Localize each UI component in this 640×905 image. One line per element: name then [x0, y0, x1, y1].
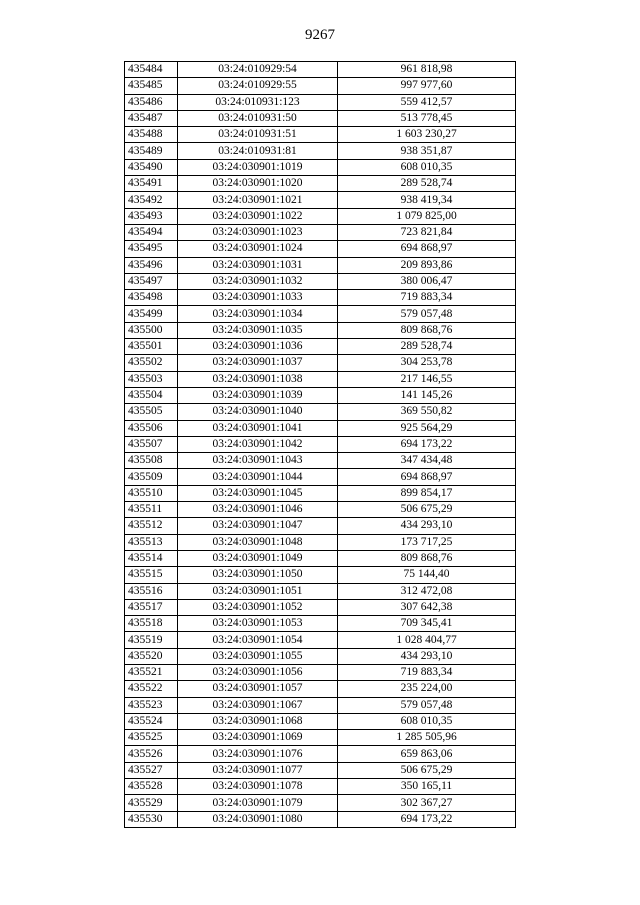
table-row: [125, 730, 516, 746]
table-row: [125, 518, 516, 534]
table-row: [125, 94, 516, 110]
row-number-cell: 435514: [125, 550, 178, 566]
data-table: [124, 61, 516, 828]
cadastral-number-cell: 03:24:030901:1051: [178, 583, 338, 599]
amount-cell: 380 006,47: [338, 273, 516, 289]
table-row: [125, 192, 516, 208]
row-number-cell: 435513: [125, 534, 178, 550]
amount-cell: 350 165,11: [338, 779, 516, 795]
table-row: [125, 436, 516, 452]
cadastral-number-cell: 03:24:030901:1050: [178, 567, 338, 583]
table-row: [125, 583, 516, 599]
cadastral-number-cell: 03:24:030901:1076: [178, 746, 338, 762]
cadastral-number-cell: 03:24:030901:1053: [178, 616, 338, 632]
amount-cell: 141 145,26: [338, 387, 516, 403]
row-number-cell: 435518: [125, 616, 178, 632]
amount-cell: 608 010,35: [338, 713, 516, 729]
row-number-cell: 435506: [125, 420, 178, 436]
amount-cell: 997 977,60: [338, 78, 516, 94]
cadastral-number-cell: 03:24:030901:1052: [178, 599, 338, 615]
cadastral-number-cell: 03:24:010931:50: [178, 110, 338, 126]
row-number-cell: 435524: [125, 713, 178, 729]
table-row: [125, 224, 516, 240]
amount-cell: 925 564,29: [338, 420, 516, 436]
table-row: [125, 485, 516, 501]
amount-cell: 938 419,34: [338, 192, 516, 208]
amount-cell: 173 717,25: [338, 534, 516, 550]
cadastral-number-cell: 03:24:030901:1067: [178, 697, 338, 713]
cadastral-number-cell: 03:24:030901:1019: [178, 159, 338, 175]
amount-cell: 809 868,76: [338, 550, 516, 566]
amount-cell: 1 603 230,27: [338, 127, 516, 143]
cadastral-number-cell: 03:24:030901:1057: [178, 681, 338, 697]
amount-cell: 434 293,10: [338, 518, 516, 534]
amount-cell: 217 146,55: [338, 371, 516, 387]
cadastral-number-cell: 03:24:010929:54: [178, 62, 338, 78]
row-number-cell: 435504: [125, 387, 178, 403]
cadastral-number-cell: 03:24:030901:1041: [178, 420, 338, 436]
cadastral-number-cell: 03:24:030901:1035: [178, 322, 338, 338]
cadastral-number-cell: 03:24:010931:123: [178, 94, 338, 110]
cadastral-number-cell: 03:24:030901:1056: [178, 664, 338, 680]
amount-cell: 506 675,29: [338, 502, 516, 518]
cadastral-number-cell: 03:24:030901:1046: [178, 502, 338, 518]
cadastral-number-cell: 03:24:030901:1079: [178, 795, 338, 811]
cadastral-number-cell: 03:24:030901:1048: [178, 534, 338, 550]
table-row: [125, 127, 516, 143]
row-number-cell: 435486: [125, 94, 178, 110]
row-number-cell: 435511: [125, 502, 178, 518]
table-row: [125, 713, 516, 729]
cadastral-number-cell: 03:24:030901:1021: [178, 192, 338, 208]
amount-cell: 559 412,57: [338, 94, 516, 110]
row-number-cell: 435502: [125, 355, 178, 371]
table-row: [125, 599, 516, 615]
row-number-cell: 435529: [125, 795, 178, 811]
cadastral-number-cell: 03:24:030901:1038: [178, 371, 338, 387]
table-row: [125, 681, 516, 697]
cadastral-number-cell: 03:24:030901:1039: [178, 387, 338, 403]
table-row: [125, 453, 516, 469]
amount-cell: 608 010,35: [338, 159, 516, 175]
table-row: [125, 664, 516, 680]
amount-cell: 694 868,97: [338, 469, 516, 485]
table-row: [125, 208, 516, 224]
row-number-cell: 435485: [125, 78, 178, 94]
table-row: [125, 306, 516, 322]
amount-cell: 579 057,48: [338, 697, 516, 713]
row-number-cell: 435491: [125, 176, 178, 192]
table-row: [125, 567, 516, 583]
amount-cell: 719 883,34: [338, 290, 516, 306]
table-row: [125, 648, 516, 664]
table-row: [125, 795, 516, 811]
table-row: [125, 290, 516, 306]
table-row: [125, 241, 516, 257]
table-row: [125, 143, 516, 159]
table-row: [125, 176, 516, 192]
amount-cell: 694 868,97: [338, 241, 516, 257]
row-number-cell: 435526: [125, 746, 178, 762]
cadastral-number-cell: 03:24:030901:1069: [178, 730, 338, 746]
row-number-cell: 435515: [125, 567, 178, 583]
table-row: [125, 322, 516, 338]
cadastral-number-cell: 03:24:030901:1022: [178, 208, 338, 224]
amount-cell: 961 818,98: [338, 62, 516, 78]
row-number-cell: 435527: [125, 762, 178, 778]
row-number-cell: 435521: [125, 664, 178, 680]
row-number-cell: 435517: [125, 599, 178, 615]
cadastral-number-cell: 03:24:030901:1023: [178, 224, 338, 240]
amount-cell: 302 367,27: [338, 795, 516, 811]
table-row: [125, 746, 516, 762]
amount-cell: 289 528,74: [338, 176, 516, 192]
row-number-cell: 435503: [125, 371, 178, 387]
cadastral-number-cell: 03:24:030901:1042: [178, 436, 338, 452]
amount-cell: 579 057,48: [338, 306, 516, 322]
table-body: [125, 62, 516, 828]
cadastral-number-cell: 03:24:030901:1043: [178, 453, 338, 469]
row-number-cell: 435505: [125, 404, 178, 420]
amount-cell: 506 675,29: [338, 762, 516, 778]
row-number-cell: 435507: [125, 436, 178, 452]
cadastral-number-cell: 03:24:010929:55: [178, 78, 338, 94]
row-number-cell: 435509: [125, 469, 178, 485]
row-number-cell: 435499: [125, 306, 178, 322]
page-number: 9267: [305, 27, 335, 43]
table-row: [125, 110, 516, 126]
table-row: [125, 697, 516, 713]
cadastral-number-cell: 03:24:030901:1045: [178, 485, 338, 501]
amount-cell: 304 253,78: [338, 355, 516, 371]
row-number-cell: 435494: [125, 224, 178, 240]
table-row: [125, 387, 516, 403]
amount-cell: 809 868,76: [338, 322, 516, 338]
amount-cell: 235 224,00: [338, 681, 516, 697]
row-number-cell: 435488: [125, 127, 178, 143]
table-row: [125, 811, 516, 827]
cadastral-number-cell: 03:24:030901:1054: [178, 632, 338, 648]
amount-cell: 312 472,08: [338, 583, 516, 599]
row-number-cell: 435500: [125, 322, 178, 338]
cadastral-number-cell: 03:24:030901:1031: [178, 257, 338, 273]
row-number-cell: 435523: [125, 697, 178, 713]
amount-cell: 513 778,45: [338, 110, 516, 126]
table-row: [125, 371, 516, 387]
table-row: [125, 78, 516, 94]
table-row: [125, 632, 516, 648]
amount-cell: 659 863,06: [338, 746, 516, 762]
row-number-cell: 435510: [125, 485, 178, 501]
cadastral-number-cell: 03:24:030901:1024: [178, 241, 338, 257]
row-number-cell: 435512: [125, 518, 178, 534]
table-row: [125, 550, 516, 566]
cadastral-number-cell: 03:24:030901:1020: [178, 176, 338, 192]
amount-cell: 709 345,41: [338, 616, 516, 632]
table-row: [125, 616, 516, 632]
amount-cell: 1 079 825,00: [338, 208, 516, 224]
amount-cell: 899 854,17: [338, 485, 516, 501]
cadastral-number-cell: 03:24:030901:1037: [178, 355, 338, 371]
amount-cell: 347 434,48: [338, 453, 516, 469]
amount-cell: 938 351,87: [338, 143, 516, 159]
amount-cell: 694 173,22: [338, 811, 516, 827]
amount-cell: 723 821,84: [338, 224, 516, 240]
table-row: [125, 420, 516, 436]
row-number-cell: 435487: [125, 110, 178, 126]
amount-cell: 75 144,40: [338, 567, 516, 583]
cadastral-number-cell: 03:24:030901:1077: [178, 762, 338, 778]
cadastral-number-cell: 03:24:030901:1033: [178, 290, 338, 306]
cadastral-number-cell: 03:24:030901:1047: [178, 518, 338, 534]
row-number-cell: 435508: [125, 453, 178, 469]
table-row: [125, 779, 516, 795]
amount-cell: 209 893,86: [338, 257, 516, 273]
cadastral-number-cell: 03:24:010931:81: [178, 143, 338, 159]
cadastral-number-cell: 03:24:030901:1049: [178, 550, 338, 566]
table-row: [125, 159, 516, 175]
cadastral-number-cell: 03:24:030901:1034: [178, 306, 338, 322]
table-row: [125, 355, 516, 371]
cadastral-number-cell: 03:24:030901:1044: [178, 469, 338, 485]
row-number-cell: 435516: [125, 583, 178, 599]
table-row: [125, 469, 516, 485]
table-row: [125, 404, 516, 420]
row-number-cell: 435519: [125, 632, 178, 648]
row-number-cell: 435492: [125, 192, 178, 208]
cadastral-number-cell: 03:24:030901:1040: [178, 404, 338, 420]
cadastral-number-cell: 03:24:030901:1078: [178, 779, 338, 795]
cadastral-number-cell: 03:24:030901:1032: [178, 273, 338, 289]
row-number-cell: 435530: [125, 811, 178, 827]
amount-cell: 719 883,34: [338, 664, 516, 680]
cadastral-number-cell: 03:24:030901:1080: [178, 811, 338, 827]
cadastral-number-cell: 03:24:030901:1068: [178, 713, 338, 729]
table-row: [125, 273, 516, 289]
cadastral-number-cell: 03:24:030901:1036: [178, 339, 338, 355]
row-number-cell: 435522: [125, 681, 178, 697]
amount-cell: 369 550,82: [338, 404, 516, 420]
row-number-cell: 435496: [125, 257, 178, 273]
row-number-cell: 435498: [125, 290, 178, 306]
cadastral-number-cell: 03:24:010931:51: [178, 127, 338, 143]
amount-cell: 1 285 505,96: [338, 730, 516, 746]
cadastral-number-cell: 03:24:030901:1055: [178, 648, 338, 664]
row-number-cell: 435490: [125, 159, 178, 175]
amount-cell: 307 642,38: [338, 599, 516, 615]
table-row: [125, 534, 516, 550]
amount-cell: 1 028 404,77: [338, 632, 516, 648]
row-number-cell: 435495: [125, 241, 178, 257]
row-number-cell: 435520: [125, 648, 178, 664]
table-row: [125, 502, 516, 518]
table-row: [125, 257, 516, 273]
row-number-cell: 435493: [125, 208, 178, 224]
row-number-cell: 435484: [125, 62, 178, 78]
row-number-cell: 435501: [125, 339, 178, 355]
row-number-cell: 435489: [125, 143, 178, 159]
row-number-cell: 435528: [125, 779, 178, 795]
table-row: [125, 62, 516, 78]
table-row: [125, 339, 516, 355]
amount-cell: 289 528,74: [338, 339, 516, 355]
amount-cell: 434 293,10: [338, 648, 516, 664]
amount-cell: 694 173,22: [338, 436, 516, 452]
row-number-cell: 435525: [125, 730, 178, 746]
row-number-cell: 435497: [125, 273, 178, 289]
table-row: [125, 762, 516, 778]
